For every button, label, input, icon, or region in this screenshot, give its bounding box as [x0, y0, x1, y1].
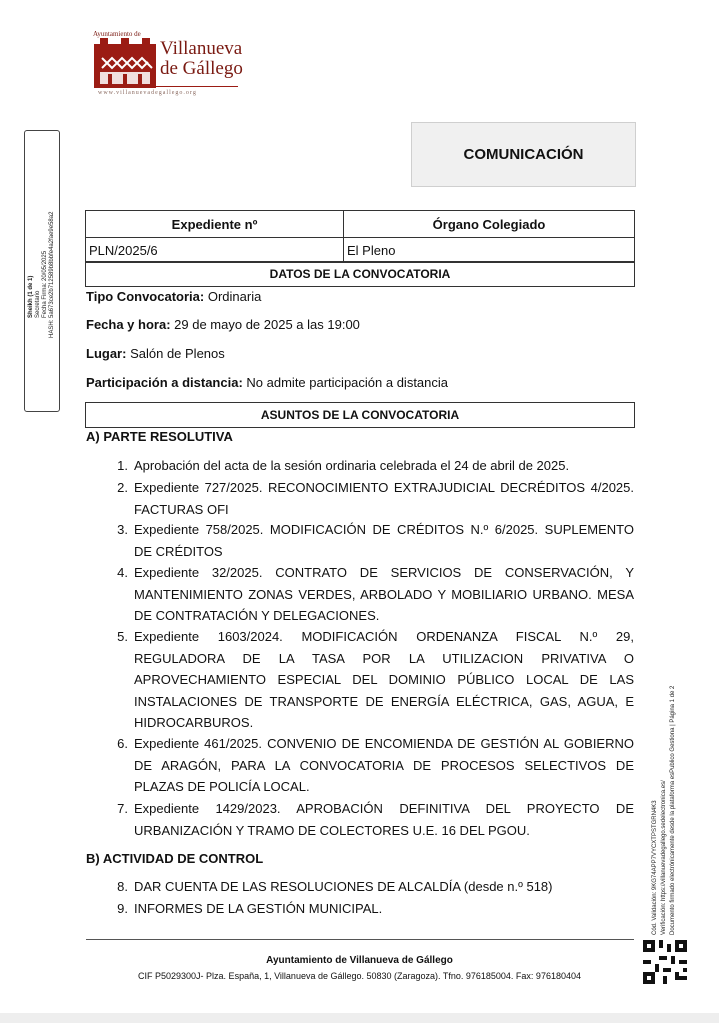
field-value: No admite participación a distancia — [246, 375, 449, 390]
field-fecha-hora — [86, 317, 360, 332]
agenda-item-number: 1. — [117, 458, 128, 473]
agenda-item — [108, 798, 634, 841]
agenda-item-text: DAR CUENTA DE LAS RESOLUCIONES DE ALCALDÍA (desde n.º 518) — [134, 879, 553, 894]
organo-header: Órgano Colegiado — [344, 211, 635, 238]
agenda-item — [108, 898, 634, 920]
organo-value: El Pleno — [344, 238, 635, 263]
logo-divider — [98, 86, 238, 87]
footer-organization: Ayuntamiento de Villanueva de Gállego — [266, 955, 453, 966]
field-label: Fecha y hora: — [86, 317, 171, 332]
logo-small-text: Ayuntamiento de — [93, 30, 141, 38]
asuntos-title-text: ASUNTOS DE LA CONVOCATORIA — [260, 408, 460, 422]
agenda-item — [108, 455, 634, 477]
logo-emblem — [94, 38, 156, 88]
agenda-item-text: Expediente 1429/2023. APROBACIÓN DEFINITIVA DEL PROYECTO DE URBANIZACIÓN Y TRAMO DE COLECTORES U.E. 16 DEL PGOU. — [134, 801, 634, 838]
asuntos-section-title — [85, 402, 635, 428]
agenda-item-text: Aprobación del acta de la sesión ordinaria celebrada el 24 de abril de 2025. — [134, 458, 570, 473]
agenda-item-number: 4. — [117, 565, 128, 580]
agenda-item-text: Expediente 32/2025. CONTRATO DE SERVICIOS DE CONSERVACIÓN, Y MANTENIMIENTO ZONAS VERDES, ARBOLADO Y MOBILIARIO URBANO. MESA DE CONTRATACIÓN Y DELEGACIONES. — [134, 565, 634, 623]
signature-stamp-line: Sheikh (1 de 1) — [28, 275, 34, 318]
field-lugar — [86, 346, 225, 361]
validation-stamp-line: Documento firmado electrónicamente desde la plataforma esPublico Gestiona | Página 1 de 2 — [670, 685, 676, 935]
field-label: Tipo Convocatoria: — [86, 289, 205, 304]
agenda-item — [108, 562, 634, 627]
agenda-item-number: 3. — [117, 522, 128, 537]
field-tipo-convocatoria — [86, 289, 261, 304]
document-type-title: COMUNICACIÓN — [463, 146, 584, 163]
field-value: Salón de Plenos — [130, 346, 225, 361]
field-value: 29 de mayo de 2025 a las 19:00 — [174, 317, 360, 332]
agenda-item-number: 2. — [117, 480, 128, 495]
agenda-item-number: 7. — [117, 801, 128, 816]
agenda-item-number: 8. — [117, 879, 128, 894]
agenda-item-text: Expediente 1603/2024. MODIFICACIÓN ORDENANZA FISCAL N.º 29, REGULADORA DE LA TASA POR LA UTILIZACION PRIVATIVA O APROVECHAMIENTO ESPECIAL DEL DOMINIO PÚBLICO LOCAL DE LAS INSTALACIONES DE TRANSPORTE DE ENERGÍA ELÉCTRICA, GAS, AGUA, E HIDROCARBUROS. — [134, 629, 634, 730]
expediente-table — [85, 210, 635, 263]
agenda-item — [108, 876, 634, 898]
document-type-box — [411, 122, 636, 187]
validation-stamp-line: Verificación: https://villanuevadegallego.sedelectronica.es/ — [661, 780, 667, 935]
agenda-item-number: 9. — [117, 901, 128, 916]
datos-section-title — [85, 261, 635, 287]
agenda-item-text: Expediente 758/2025. MODIFICACIÓN DE CRÉDITOS N.º 6/2025. SUPLEMENTO DE CRÉDITOS — [134, 522, 634, 559]
logo-line2: de Gállego — [160, 58, 243, 79]
expediente-value: PLN/2025/6 — [86, 238, 344, 263]
field-value: Ordinaria — [207, 289, 262, 304]
agenda-item — [108, 626, 634, 734]
expediente-header: Expediente nº — [86, 211, 344, 238]
datos-title-text: DATOS DE LA CONVOCATORIA — [269, 267, 451, 281]
footer-divider — [86, 939, 634, 940]
logo-line1: Villanueva — [160, 38, 243, 59]
agenda-item — [108, 733, 634, 798]
agenda-item-number: 5. — [117, 629, 128, 644]
field-participacion — [86, 375, 448, 390]
part-b-title: B) ACTIVIDAD DE CONTROL — [86, 851, 264, 866]
part-a-title: A) PARTE RESOLUTIVA — [86, 429, 233, 444]
footer-address: CIF P5029300J- Plza. España, 1, Villanueva de Gállego. 50830 (Zaragoza). Tfno. 976185004. Fax: 976180404 — [138, 971, 581, 981]
agenda-item — [108, 477, 634, 520]
signature-stamp-line: HASH: 5a673ce2b712589b8bbfe4a2fae9e58a2 — [49, 211, 55, 338]
agenda-item — [108, 519, 634, 562]
field-label: Lugar: — [86, 346, 127, 361]
logo-url: www.villanuevadegallego.org — [98, 90, 197, 96]
agenda-item-text: Expediente 727/2025. RECONOCIMIENTO EXTRAJUDICIAL DECRÉDITOS 4/2025. FACTURAS OFI — [134, 480, 634, 517]
agenda-item-text: Expediente 461/2025. CONVENIO DE ENCOMIENDA DE GESTIÓN AL GOBIERNO DE ARAGÓN, PARA LA CONVOCATORIA DE PROCESOS SELECTIVOS DE PLAZAS DE POLICÍA LOCAL. — [134, 736, 634, 794]
agenda-item-text: INFORMES DE LA GESTIÓN MUNICIPAL. — [134, 901, 383, 916]
page-bottom-strip — [0, 1013, 719, 1023]
agenda-item-number: 6. — [117, 736, 128, 751]
signature-stamp-line: Fecha Firma: 20/05/2025 — [42, 250, 48, 318]
field-label: Participación a distancia: — [86, 375, 243, 390]
validation-stamp-line: Cód. Validación: 9KG74APP7VYCXTPSTGRN4K3 — [652, 800, 658, 935]
signature-stamp-line: Secretario — [35, 290, 41, 318]
